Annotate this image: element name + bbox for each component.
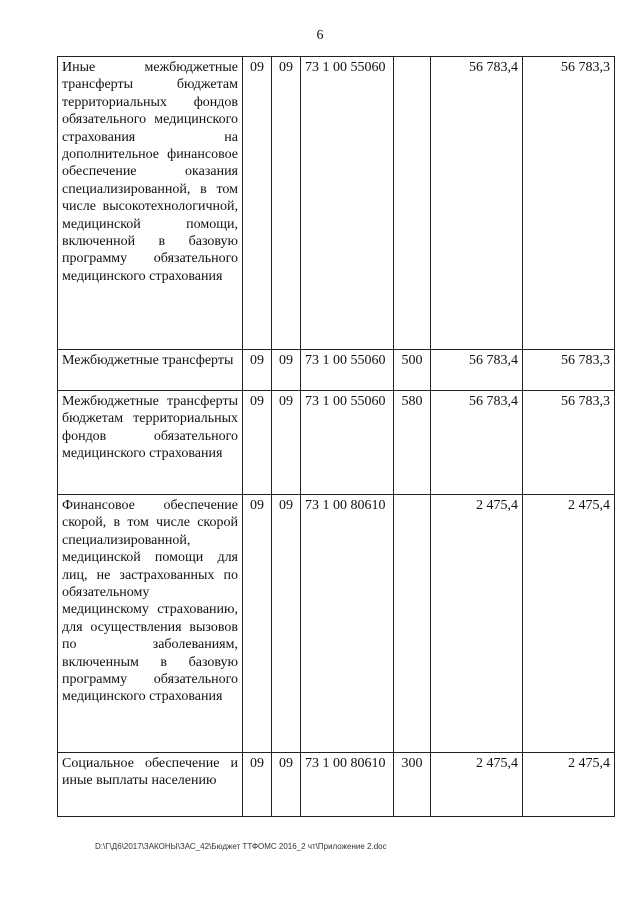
row-subsection: 09 <box>272 495 301 753</box>
row-section: 09 <box>243 350 272 391</box>
row-sum-1: 56 783,4 <box>431 391 523 495</box>
row-sum-2: 56 783,3 <box>523 57 615 350</box>
row-subsection: 09 <box>272 391 301 495</box>
row-sum-2: 2 475,4 <box>523 753 615 817</box>
table-row <box>58 753 615 817</box>
row-name: Межбюджетные трансферты <box>58 350 243 391</box>
row-name: Социальное обеспечение и иные выплаты населению <box>58 753 243 817</box>
table-row <box>58 57 615 350</box>
budget-table <box>57 56 615 817</box>
row-section: 09 <box>243 391 272 495</box>
row-name: Финансовое обеспечение скорой, в том числе скорой специализированной, медицинской помощи для лиц, не застрахованных по обязательному медицинскому страхованию, для осуществления вызовов по заболеваниям, включенным в базовую программу обязательного медицинского страхования <box>58 495 243 753</box>
row-expense-type <box>394 495 431 753</box>
row-sum-2: 2 475,4 <box>523 495 615 753</box>
row-target-article: 73 1 00 55060 <box>301 57 394 350</box>
row-sum-1: 56 783,4 <box>431 57 523 350</box>
row-expense-type: 580 <box>394 391 431 495</box>
row-target-article: 73 1 00 55060 <box>301 350 394 391</box>
row-sum-1: 2 475,4 <box>431 753 523 817</box>
row-sum-1: 56 783,4 <box>431 350 523 391</box>
row-target-article: 73 1 00 55060 <box>301 391 394 495</box>
row-target-article: 73 1 00 80610 <box>301 495 394 753</box>
row-name: Иные межбюджетные трансферты бюджетам территориальных фондов обязательного медицинского страхования на дополнительное финансовое обеспечение оказания специализированной, в том числе высокотехнологичной, медицинской помощи, включенной в базовую программу обязательного медицинского страхования <box>58 57 243 350</box>
row-expense-type <box>394 57 431 350</box>
table-row <box>58 350 615 391</box>
row-section: 09 <box>243 57 272 350</box>
page-number: 6 <box>316 28 324 43</box>
table-row <box>58 391 615 495</box>
row-section: 09 <box>243 495 272 753</box>
row-subsection: 09 <box>272 350 301 391</box>
row-sum-2: 56 783,3 <box>523 350 615 391</box>
row-sum-1: 2 475,4 <box>431 495 523 753</box>
row-expense-type: 500 <box>394 350 431 391</box>
row-subsection: 09 <box>272 753 301 817</box>
row-sum-2: 56 783,3 <box>523 391 615 495</box>
table-row <box>58 495 615 753</box>
row-name: Межбюджетные трансферты бюджетам территориальных фондов обязательного медицинского страхования <box>58 391 243 495</box>
row-subsection: 09 <box>272 57 301 350</box>
row-section: 09 <box>243 753 272 817</box>
row-target-article: 73 1 00 80610 <box>301 753 394 817</box>
document-file-path: D:\Г\Д6\2017\ЗАКОНЫ\ЗАС_42\Бюджет ТТФОМС 2016_2 чт\Приложение 2.doc <box>95 842 387 851</box>
row-expense-type: 300 <box>394 753 431 817</box>
